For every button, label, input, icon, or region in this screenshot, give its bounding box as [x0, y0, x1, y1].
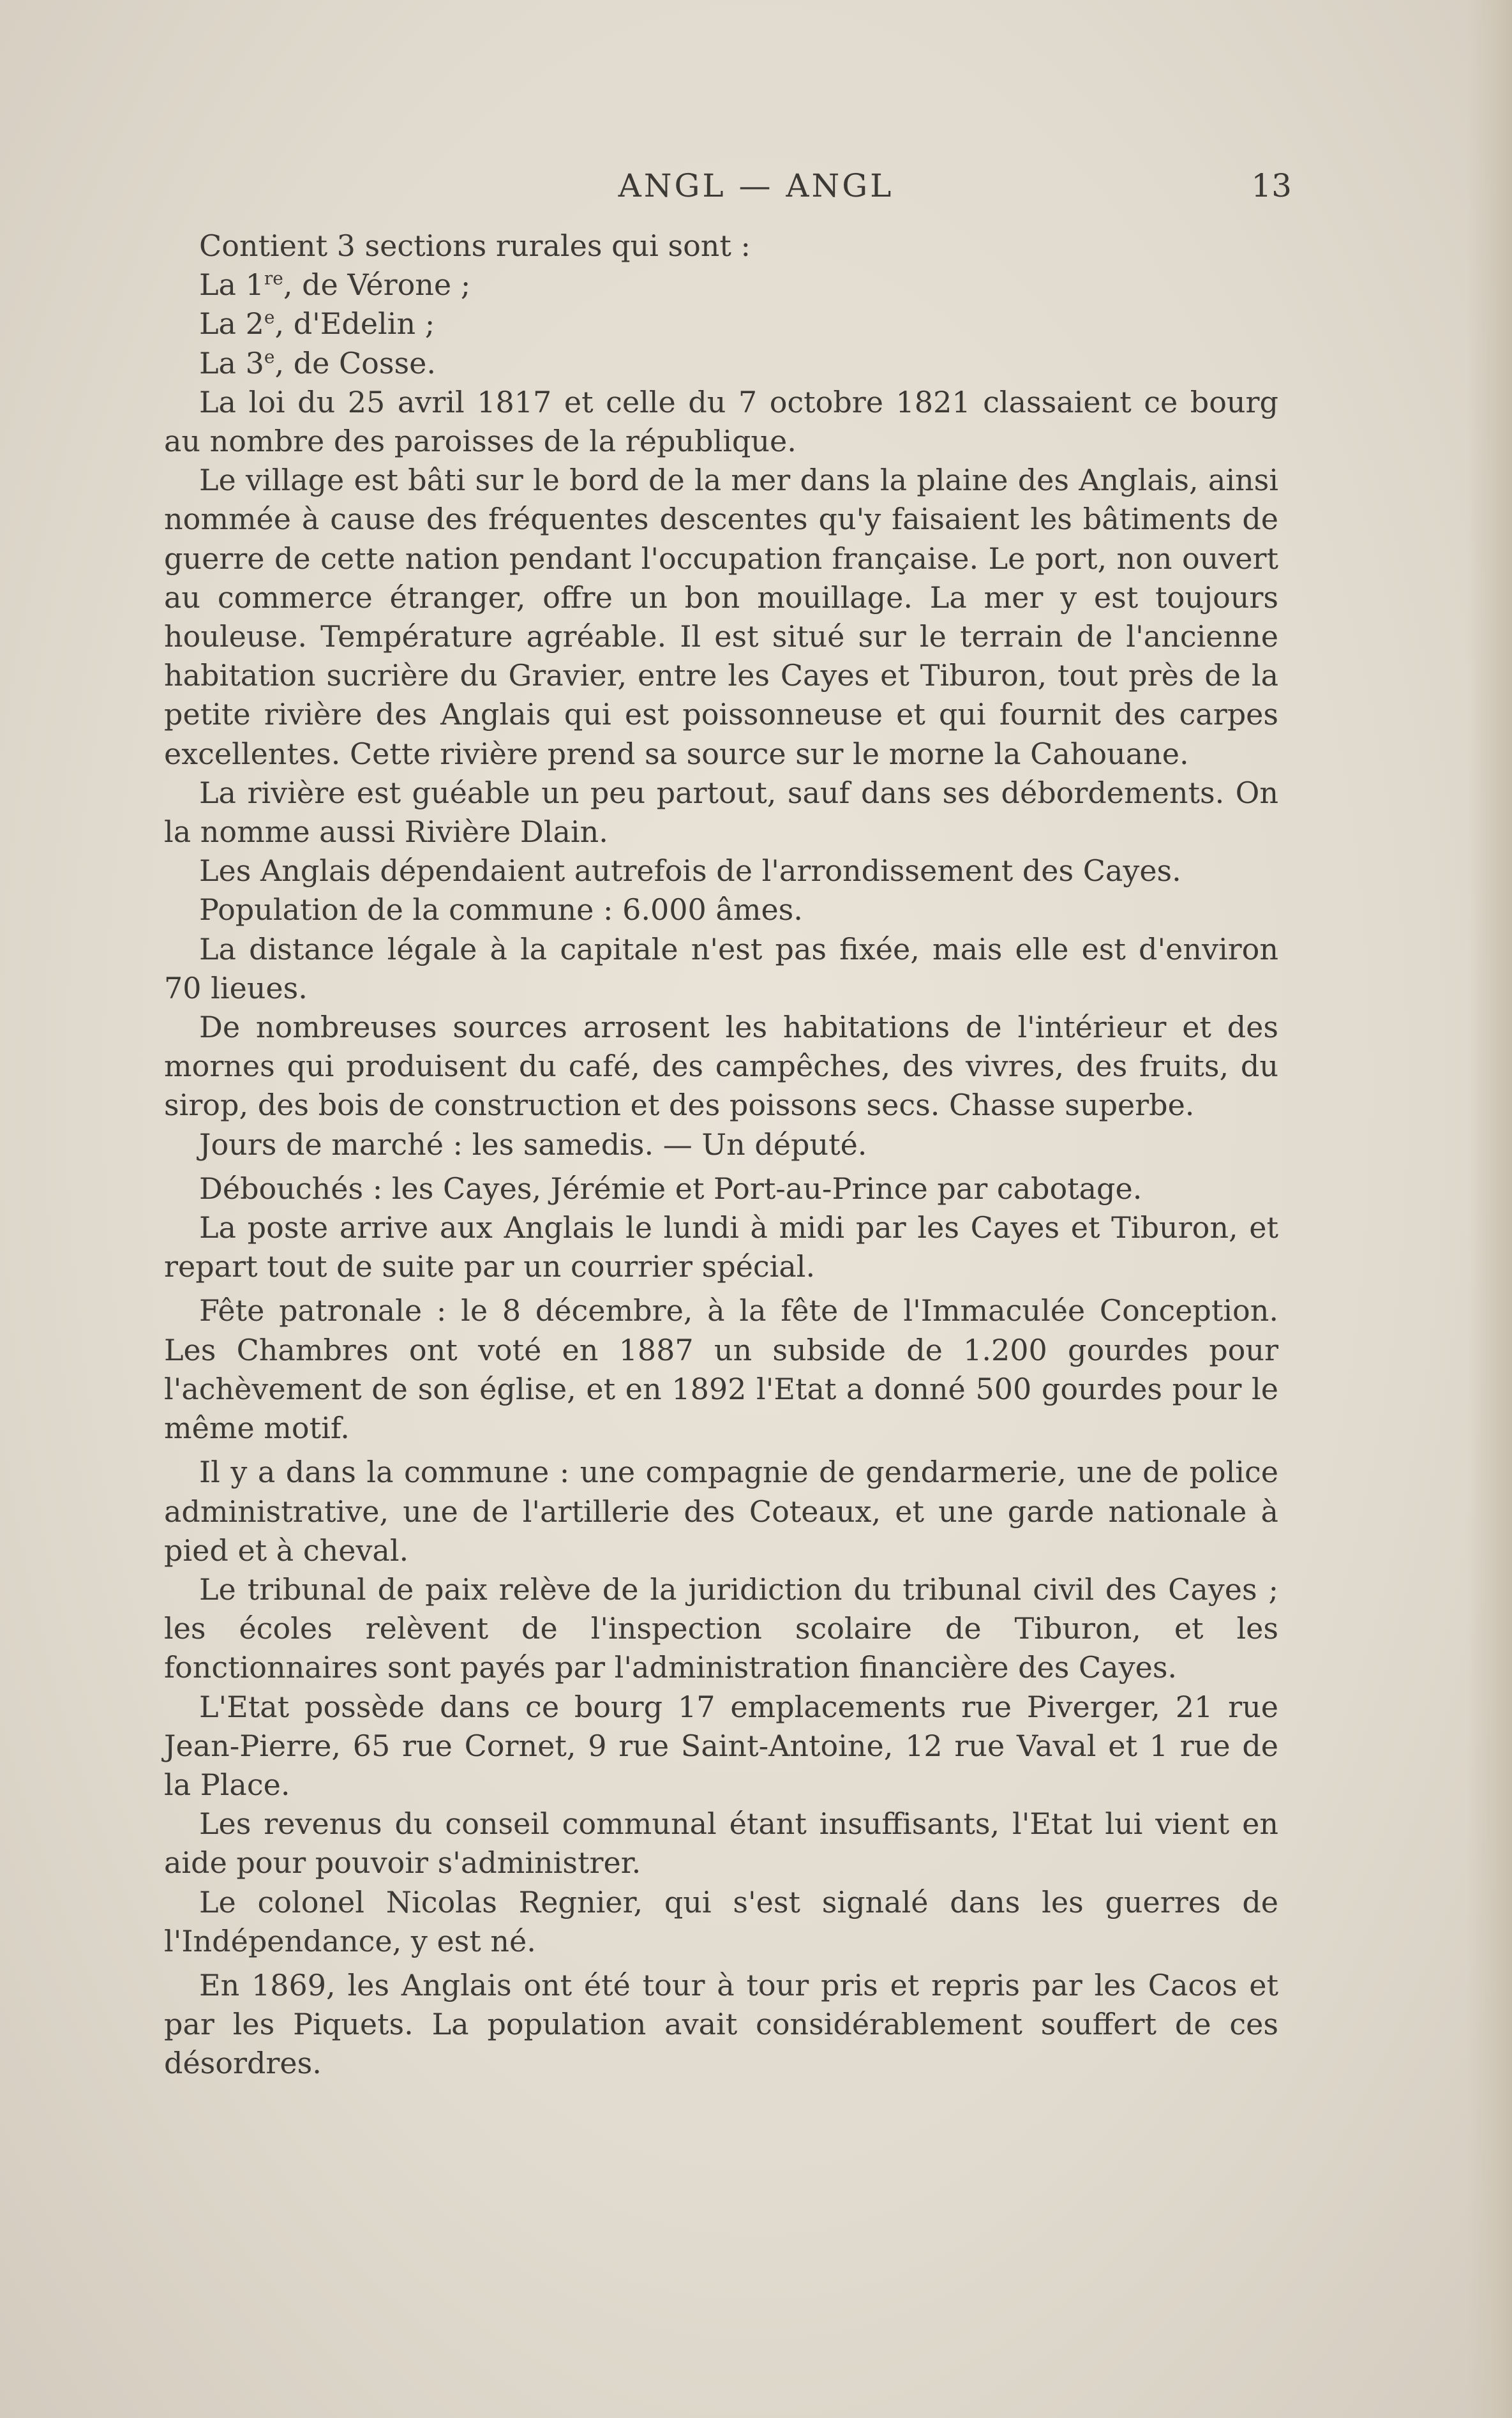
- ordinal-suffix: re: [264, 267, 283, 289]
- paragraph-post: La poste arrive aux Anglais le lundi à midi par les Cayes et Tiburon, et repart tout de suite par un courrier spécial.: [164, 1210, 1278, 1284]
- paragraph-section-2: La 2e, d'Edelin ;: [199, 306, 435, 342]
- paragraph-river: La rivière est guéable un peu partout, sauf dans ses débordements. On la nomme aussi Rivière Dlain.: [164, 775, 1278, 850]
- paragraph-outlets: Débouchés : les Cayes, Jérémie et Port-au-Prince par cabotage.: [199, 1171, 1142, 1206]
- paragraph-forces: Il y a dans la commune : une compagnie de gendarmerie, une de police administrative, une de l'artillerie des Coteaux, et une garde nationale à pied et à cheval.: [164, 1455, 1278, 1568]
- ordinal-suffix: e: [264, 307, 275, 329]
- paragraph-market: Jours de marché : les samedis. — Un député.: [199, 1127, 867, 1162]
- paragraph-1869: En 1869, les Anglais ont été tour à tour pris et repris par les Cacos et par les Piquets. La population avait considérablement souffert de ces désordres.: [164, 1967, 1278, 2081]
- paragraph-tribunal: Le tribunal de paix relève de la juridiction du tribunal civil des Cayes ; les écoles relèvent de l'inspection scolaire de Tiburon, et les fonctionnaires sont payés par l'administration financière des Cayes.: [164, 1572, 1278, 1685]
- paragraph-population: Population de la commune : 6.000 âmes.: [199, 892, 803, 927]
- paragraph-section-1: La 1re, de Vérone ;: [199, 267, 471, 303]
- paragraph-sources: De nombreuses sources arrosent les habitations de l'intérieur et des mornes qui produisent du café, des campêches, des vivres, des fruits, du sirop, des bois de construction et des poissons secs. Chasse superbe.: [164, 1010, 1278, 1123]
- running-header: [0, 167, 1512, 218]
- paragraph-sections-intro: Contient 3 sections rurales qui sont :: [199, 229, 751, 263]
- running-title: ANGL — ANGL: [618, 167, 894, 204]
- body-text: [164, 227, 1278, 2084]
- paragraph-revenue: Les revenus du conseil communal étant insuffisants, l'Etat lui vient en aide pour pouvoir s'administrer.: [164, 1806, 1278, 1881]
- paragraph-distance: La distance légale à la capitale n'est pas fixée, mais elle est d'environ 70 lieues.: [164, 931, 1278, 1005]
- paragraph-arrondissement: Les Anglais dépendaient autrefois de l'arrondissement des Cayes.: [199, 853, 1181, 889]
- page-number: 13: [1251, 167, 1292, 204]
- paragraph-section-3: La 3e, de Cosse.: [199, 345, 436, 380]
- paragraph-regnier: Le colonel Nicolas Regnier, qui s'est signalé dans les guerres de l'Indépendance, y est né.: [164, 1884, 1278, 1958]
- page-edge-shadow: [1467, 0, 1512, 2418]
- ordinal-suffix: e: [264, 346, 275, 368]
- paragraph-property: L'Etat possède dans ce bourg 17 emplacements rue Piverger, 21 rue Jean-Pierre, 65 rue Cornet, 9 rue Saint-Antoine, 12 rue Vaval et 1 rue de la Place.: [164, 1689, 1278, 1802]
- paragraph-feast: Fête patronale : le 8 décembre, à la fête de l'Immaculée Conception. Les Chambres ont voté en 1887 un subside de 1.200 gourdes pour l'achèvement de son église, et en 1892 l'Etat a donné 500 gourdes pour le même motif.: [164, 1293, 1278, 1446]
- paragraph-village: Le village est bâti sur le bord de la mer dans la plaine des Anglais, ainsi nommée à cause des fréquentes descentes qu'y faisaient les bâtiments de guerre de cette nation pendant l'occupation française. Le port, non ouvert au commerce étranger, offre un bon mouillage. La mer y est toujours houleuse. Température agréable. Il est situé sur le terrain de l'ancienne habitation sucrière du Gravier, entre les Cayes et Tiburon, tout près de la petite rivière des Anglais qui est poissonneuse et qui fournit des carpes excellentes. Cette rivière prend sa source sur le morne la Cahouane.: [164, 463, 1278, 771]
- paragraph-law: La loi du 25 avril 1817 et celle du 7 octobre 1821 classaient ce bourg au nombre des paroisses de la république.: [164, 384, 1278, 459]
